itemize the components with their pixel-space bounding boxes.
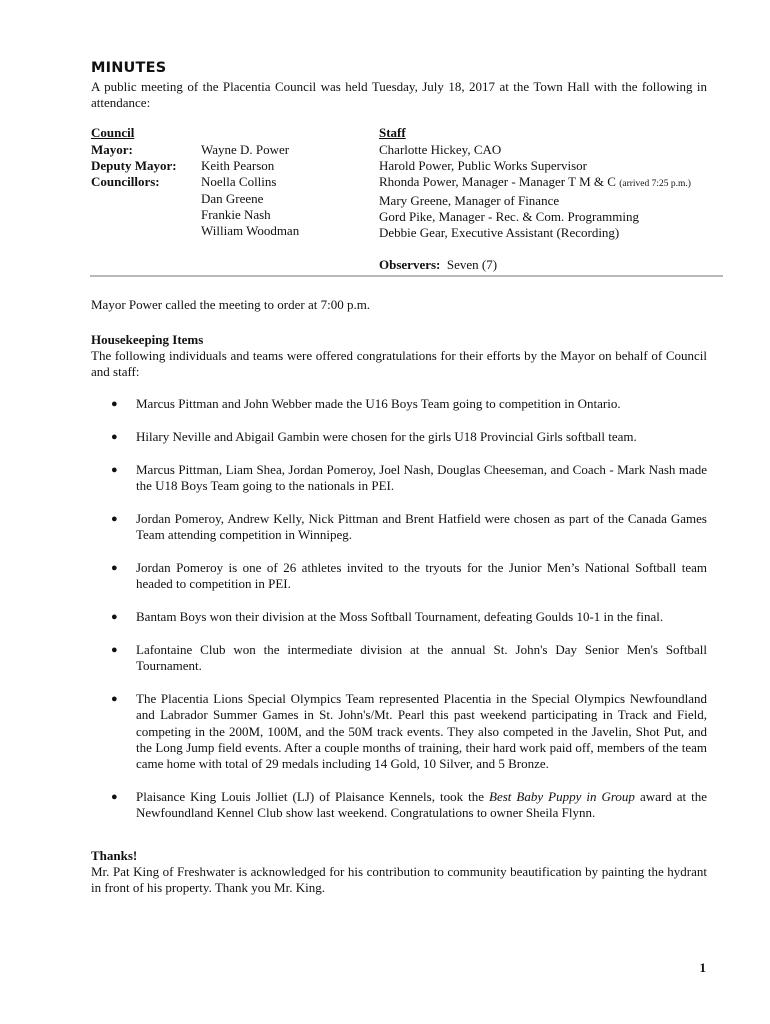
bullet-icon: ●: [111, 463, 118, 476]
council-member-name: Noella Collins: [201, 174, 277, 190]
staff-member: Mary Greene, Manager of Finance: [379, 192, 560, 208]
observers-line: [379, 257, 719, 273]
bullet-icon: ●: [111, 611, 118, 624]
council-member-name: Frankie Nash: [201, 206, 271, 222]
staff-member: Rhonda Power, Manager - Manager T M & C (arrived 7:25 p.m.): [379, 174, 691, 190]
council-names-column: [201, 125, 371, 239]
document-title: MINUTES: [91, 60, 167, 76]
list-item: ● Jordan Pomeroy, Andrew Kelly, Nick Pittman and Brent Hatfield were chosen as part of the Canada Games Team attending competition in Winnipeg.: [111, 510, 707, 543]
list-item: ● Hilary Neville and Abigail Gambin were chosen for the girls U18 Provincial Girls softball team.: [111, 429, 637, 445]
list-item: ● Marcus Pittman and John Webber made the U16 Boys Team going to competition in Ontario.: [111, 396, 621, 412]
list-item: ● Jordan Pomeroy is one of 26 athletes invited to the tryouts for the Junior Men’s National Softball team headed to competition in PEI.: [111, 560, 707, 592]
housekeeping-heading: Housekeeping Items: [91, 331, 204, 347]
staff-member: Charlotte Hickey, CAO: [379, 141, 502, 157]
arrival-note: (arrived 7:25 p.m.): [619, 179, 691, 190]
bullet-icon: ●: [111, 512, 118, 525]
attendance-block: [91, 125, 707, 275]
bullet-icon: ●: [111, 562, 118, 574]
list-item: ● Lafontaine Club won the intermediate division at the annual St. John's Day Senior Men's Softball Tournament.: [111, 641, 707, 674]
congratulations-list: [91, 396, 707, 821]
list-item: ● Bantam Boys won their division at the Moss Softball Tournament, defeating Goulds 10-1 in the final.: [111, 609, 664, 625]
staff-column: [379, 125, 719, 273]
staff-member: Debbie Gear, Executive Assistant (Recording): [379, 225, 620, 241]
list-item: ● Plaisance King Louis Jolliet (LJ) of Plaisance Kennels, took the Best Baby Puppy in Group award at the Newfoundland Kennel Club show last weekend. Congratulations to owner Sheila Flynn.: [111, 788, 707, 821]
intro-paragraph: A public meeting of the Placentia Council was held Tuesday, July 18, 2017 at the Town Hall with the following in attendance:: [91, 79, 707, 111]
call-to-order: Mayor Power called the meeting to order at 7:00 p.m.: [91, 297, 371, 313]
role-deputy-mayor: Deputy Mayor:: [91, 158, 177, 173]
section-divider: [90, 275, 723, 277]
staff-heading: Staff: [379, 125, 406, 141]
bullet-icon: ●: [111, 790, 118, 803]
council-member-name: Keith Pearson: [201, 158, 275, 173]
housekeeping-intro: The following individuals and teams were offered congratulations for their efforts by the Mayor on behalf of Council and staff:: [91, 347, 707, 380]
thanks-heading: Thanks!: [91, 847, 138, 863]
observers-value: Seven (7): [446, 257, 498, 273]
observers-label: Observers:: [379, 257, 441, 273]
minutes-page: [91, 60, 707, 896]
staff-member: Gord Pike, Manager - Rec. & Com. Programming: [379, 208, 639, 224]
council-roles-column: [91, 125, 201, 190]
list-item: ● Marcus Pittman, Liam Shea, Jordan Pomeroy, Joel Nash, Douglas Cheeseman, and Coach - Mark Nash made the U18 Boys Team going to the nationals in PEI.: [111, 461, 707, 494]
council-member-name: William Woodman: [201, 223, 300, 239]
award-name: Best Baby Puppy in Group: [489, 788, 635, 804]
bullet-icon: ●: [111, 398, 118, 411]
bullet-icon: ●: [111, 431, 118, 444]
bullet-icon: ●: [111, 692, 118, 705]
page-number: 1: [699, 960, 706, 975]
council-member-name: Dan Greene: [201, 190, 264, 206]
list-item: ● The Placentia Lions Special Olympics Team represented Placentia in the Special Olympics Newfoundland and Labrador Summer Games in St. John's/Mt. Pearl this past weekend participating in Track and Field, competing in the 200M, 100M, and the 50M track events. They also competed in the Javelin, Shot Put, and the Long Jump field events. After a couple months of training, their hard work paid off, members of the team came home with total of 29 medals including 14 Gold, 10 Silver, and 5 Bronze.: [111, 690, 707, 772]
role-councillors: Councillors:: [91, 174, 160, 190]
staff-member: Harold Power, Public Works Supervisor: [379, 158, 587, 173]
thanks-paragraph: Mr. Pat King of Freshwater is acknowledged for his contribution to community beautification by painting the hydrant in front of his property. Thank you Mr. King.: [91, 863, 707, 895]
bullet-icon: ●: [111, 643, 118, 656]
council-heading: Council: [91, 125, 135, 141]
council-member-name: Wayne D. Power: [201, 141, 290, 157]
role-mayor: Mayor:: [91, 141, 133, 157]
